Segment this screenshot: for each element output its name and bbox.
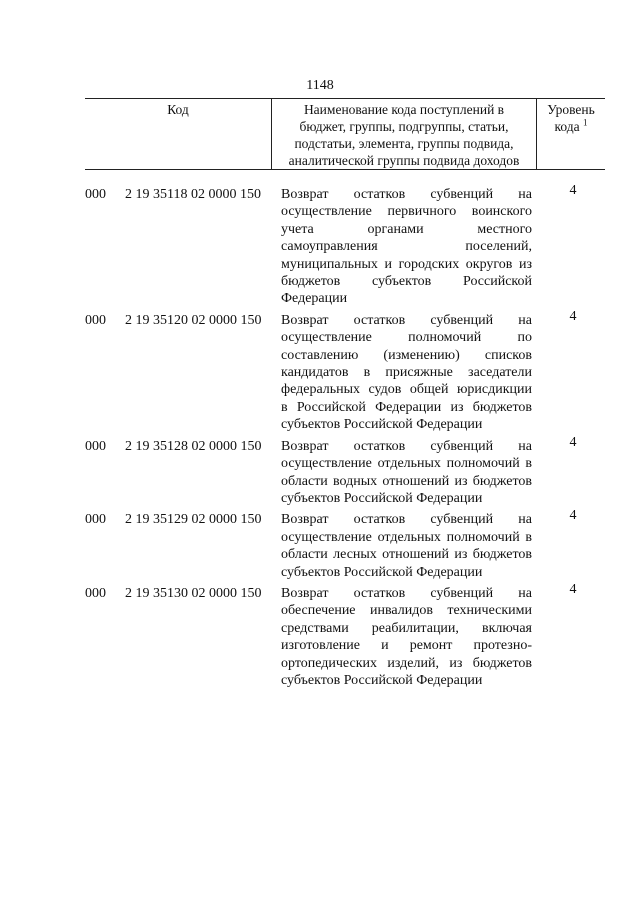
revenue-name	[281, 312, 532, 434]
table-header	[85, 98, 605, 170]
revenue-code: 2 19 35120 02 0000 150	[125, 312, 262, 328]
revenue-name	[281, 186, 532, 308]
revenue-name-line: области водных отношений из бюджетов	[281, 473, 532, 489]
revenue-name-line: изготовление и ремонт протезно-	[281, 638, 532, 654]
revenue-name-line: субъектов Российской Федерации	[281, 417, 483, 433]
revenue-name-line: осуществление отдельных полномочий в	[281, 529, 532, 545]
header-name-line: бюджет, группы, подгруппы, статьи,	[299, 119, 509, 134]
revenue-name-line: самоуправления поселений,	[281, 239, 532, 255]
revenue-code: 2 19 35130 02 0000 150	[125, 585, 262, 601]
header-level-line: Уровень	[547, 102, 595, 117]
header-name-line: Наименование кода поступлений в	[303, 102, 505, 117]
table-body	[85, 183, 605, 693]
revenue-name-line: области лесных отношений из бюджетов	[281, 547, 532, 563]
header-level-word: кода	[554, 119, 580, 134]
revenue-name-line: Возврат остатков субвенций на	[281, 585, 532, 601]
revenue-name-line: средствами реабилитации, включая	[281, 620, 532, 636]
admin-code: 000	[85, 512, 106, 528]
table-row	[85, 308, 605, 434]
revenue-name-line: осуществление полномочий по	[281, 330, 532, 346]
page-number: 1148	[306, 78, 334, 93]
code-level: 4	[569, 581, 577, 597]
revenue-name-line: в Российской Федерации из бюджетов	[281, 399, 532, 415]
header-name	[272, 101, 536, 169]
revenue-name-line: составлению (изменению) списков	[281, 347, 532, 363]
table-row	[85, 581, 605, 689]
header-code: Код	[167, 102, 189, 117]
code-level: 4	[569, 183, 577, 198]
revenue-name-line: Возврат остатков субвенций на	[281, 312, 532, 328]
code-level: 4	[569, 434, 577, 450]
revenue-code: 2 19 35128 02 0000 150	[125, 438, 262, 454]
revenue-name-line: ортопедических изделий, из бюджетов	[281, 655, 532, 671]
revenue-name-line: кандидатов в присяжные заседатели	[281, 365, 532, 381]
revenue-name-line: Возврат остатков субвенций на	[281, 438, 532, 454]
table-row	[85, 434, 605, 508]
revenue-name	[281, 438, 532, 508]
revenue-name-line: осуществление первичного воинского	[281, 204, 532, 220]
revenue-name-line: субъектов Российской Федерации	[281, 490, 483, 506]
revenue-name-line: субъектов Российской Федерации	[281, 672, 483, 688]
revenue-name-line: бюджетов субъектов Российской	[281, 274, 532, 290]
revenue-name-line: Возврат остатков субвенций на	[281, 187, 532, 202]
table-row	[85, 183, 605, 308]
table-row	[85, 508, 605, 581]
admin-code: 000	[85, 438, 106, 454]
revenue-name-line: Федерации	[281, 291, 348, 307]
header-level	[537, 101, 605, 135]
revenue-name-line: Возврат остатков субвенций на	[281, 512, 532, 528]
revenue-name-line: осуществление отдельных полномочий в	[281, 456, 532, 472]
revenue-name-line: учета органами местного	[281, 221, 532, 237]
code-level: 4	[569, 508, 577, 524]
revenue-name-line: муниципальных и городских округов из	[281, 256, 532, 272]
revenue-name-line: субъектов Российской Федерации	[281, 564, 483, 580]
revenue-code: 2 19 35129 02 0000 150	[125, 512, 262, 528]
admin-code: 000	[85, 312, 106, 328]
admin-code: 000	[85, 187, 106, 202]
footnote-marker: 1	[582, 117, 588, 128]
header-level-line	[537, 118, 605, 135]
revenue-code: 2 19 35118 02 0000 150	[125, 187, 261, 202]
code-level: 4	[569, 308, 577, 324]
revenue-name	[281, 585, 532, 689]
revenue-name-line: обеспечение инвалидов техническими	[281, 603, 532, 619]
header-name-line: аналитической группы подвида доходов	[288, 153, 520, 168]
revenue-name-line: федеральных судов общей юрисдикции	[281, 382, 532, 398]
revenue-name	[281, 511, 532, 581]
header-name-line: подстатьи, элемента, группы подвида,	[294, 136, 514, 151]
admin-code: 000	[85, 585, 106, 601]
